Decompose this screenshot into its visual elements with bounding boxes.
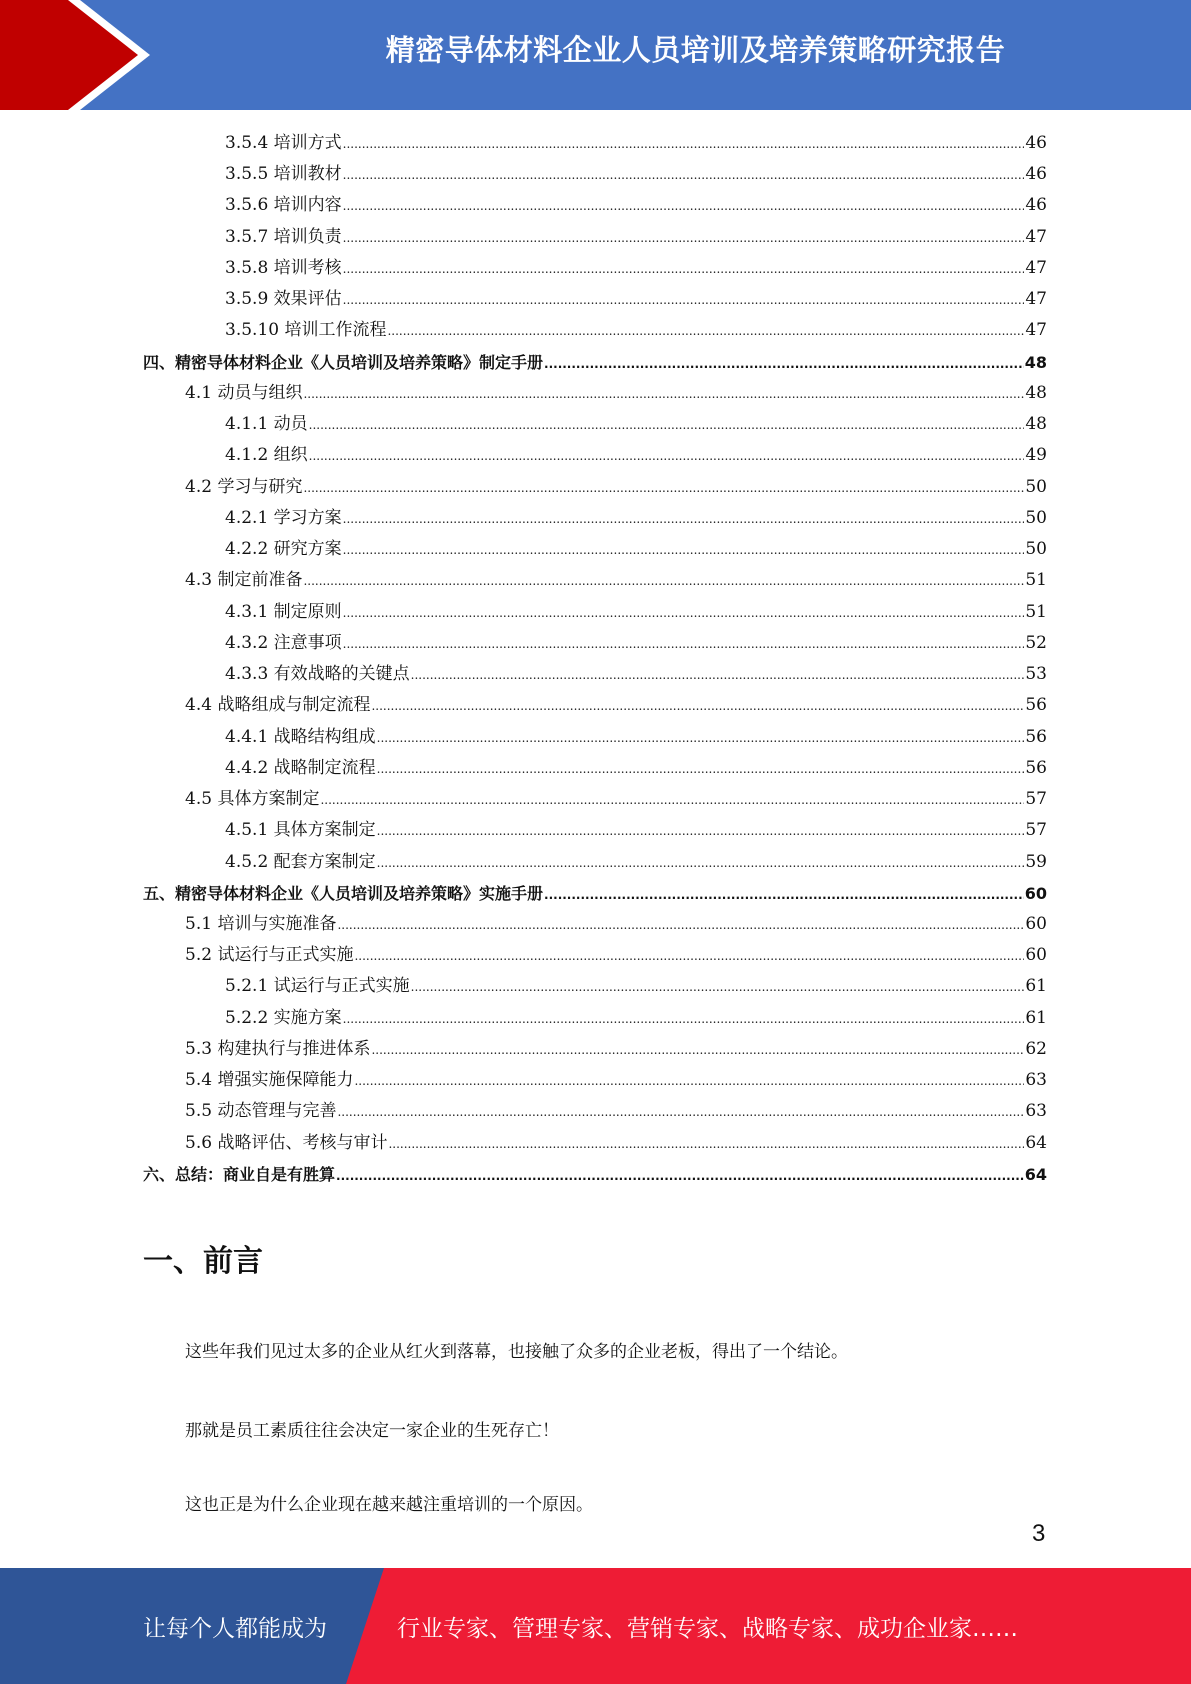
toc-entry[interactable] (225, 1003, 1047, 1034)
toc-entry-title: 5.1 培训与实施准备 (185, 914, 337, 934)
section-heading: 一、前言 (143, 1244, 263, 1279)
toc-dot-leader (377, 722, 1025, 753)
toc-entry-page: 47 (1025, 320, 1047, 341)
toc-dot-leader (371, 690, 1024, 721)
toc-dot-leader (337, 1096, 1024, 1127)
toc-entry-page: 47 (1025, 257, 1047, 278)
toc-entry-title: 4.3.3 有效战略的关键点 (225, 664, 410, 685)
toc-entry-page: 51 (1025, 601, 1047, 622)
toc-entry-page: 57 (1025, 789, 1047, 810)
toc-entry-page: 60 (1025, 945, 1047, 966)
toc-entry-page: 48 (1025, 382, 1047, 403)
toc-entry-page: 61 (1025, 1007, 1047, 1028)
toc-entry[interactable] (225, 315, 1047, 346)
toc-entry[interactable] (225, 815, 1047, 846)
toc-dot-leader (343, 1003, 1025, 1034)
paragraph: 这也正是为什么企业现在越来越注重培训的一个原因。 (185, 1495, 593, 1515)
toc-entry[interactable] (225, 253, 1047, 284)
toc-entry-title: 4.2.1 学习方案 (225, 507, 342, 528)
paragraph: 这些年我们见过太多的企业从红火到落幕，也接触了众多的企业老板，得出了一个结论。 (185, 1342, 848, 1362)
toc-entry-title: 3.5.9 效果评估 (225, 289, 342, 310)
toc-entry[interactable] (225, 128, 1047, 159)
toc-dot-leader (387, 315, 1024, 346)
toc-dot-leader (544, 878, 1024, 909)
toc-entry[interactable] (185, 1034, 1047, 1065)
toc-entry[interactable] (185, 940, 1047, 971)
toc-entry-title: 3.5.5 培训教材 (225, 164, 342, 185)
toc-entry-page: 56 (1025, 757, 1047, 778)
page-footer (0, 1568, 1191, 1684)
toc-entry[interactable] (185, 909, 1047, 940)
toc-entry-title: 5.2 试运行与正式实施 (185, 945, 354, 966)
toc-dot-leader (343, 597, 1025, 628)
toc-entry-page: 64 (1024, 1164, 1047, 1184)
toc-dot-leader (354, 1065, 1024, 1096)
toc-entry[interactable] (225, 597, 1047, 628)
toc-entry-title: 4.1.2 组织 (225, 445, 308, 466)
toc-entry-page: 60 (1024, 883, 1047, 903)
toc-dot-leader (544, 347, 1024, 378)
toc-entry-title: 4.1 动员与组织 (185, 382, 303, 403)
toc-entry-title: 4.5.2 配套方案制定 (225, 851, 376, 872)
toc-dot-leader (343, 222, 1025, 253)
toc-entry-page: 48 (1024, 352, 1047, 372)
toc-entry[interactable] (225, 722, 1047, 753)
toc-entry[interactable] (185, 1096, 1047, 1127)
toc-entry-title: 5.4 增强实施保障能力 (185, 1070, 354, 1091)
toc-entry[interactable] (225, 190, 1047, 221)
toc-entry-title: 3.5.10 培训工作流程 (225, 320, 387, 341)
toc-entry[interactable] (185, 378, 1047, 409)
toc-entry-page: 47 (1025, 289, 1047, 310)
toc-entry-page: 46 (1025, 164, 1047, 185)
toc-entry-title: 4.5.1 具体方案制定 (225, 820, 376, 841)
toc-entry-title: 5.2.1 试运行与正式实施 (225, 976, 410, 997)
page-number: 3 (1032, 1520, 1046, 1547)
toc-entry-title: 4.3.1 制定原则 (225, 601, 342, 622)
toc-entry-title: 五、精密导体材料企业《人员培训及培养策略》实施手册 (143, 883, 544, 903)
toc-dot-leader (377, 847, 1025, 878)
toc-entry-title: 3.5.7 培训负责 (225, 226, 342, 247)
toc-entry[interactable] (225, 753, 1047, 784)
toc-entry-title: 4.5 具体方案制定 (185, 789, 320, 810)
header-chevron-tip (68, 0, 138, 110)
toc-dot-leader (377, 815, 1025, 846)
toc-entry[interactable] (225, 628, 1047, 659)
toc-dot-leader (377, 753, 1025, 784)
toc-entry-page: 60 (1025, 914, 1047, 934)
document-title: 精密导体材料企业人员培训及培养策略研究报告 (385, 33, 1006, 67)
toc-dot-leader (343, 628, 1025, 659)
toc-dot-leader (303, 472, 1024, 503)
toc-entry-page: 62 (1025, 1038, 1047, 1059)
toc-dot-leader (343, 128, 1025, 159)
toc-entry[interactable] (185, 1128, 1047, 1159)
toc-entry[interactable] (225, 159, 1047, 190)
toc-entry[interactable] (225, 847, 1047, 878)
toc-entry-page: 49 (1025, 445, 1047, 466)
toc-entry-page: 53 (1025, 664, 1047, 685)
toc-dot-leader (388, 1128, 1024, 1159)
toc-entry[interactable] (225, 659, 1047, 690)
toc-entry[interactable] (225, 440, 1047, 471)
toc-dot-leader (309, 440, 1025, 471)
toc-entry-page: 50 (1025, 476, 1047, 497)
footer-slogan-left: 让每个人都能成为 (143, 1616, 327, 1642)
toc-entry-page: 51 (1025, 570, 1047, 591)
toc-entry-page: 46 (1025, 195, 1047, 216)
toc-entry-page: 59 (1025, 851, 1047, 872)
toc-entry-page: 46 (1025, 133, 1047, 153)
toc-entry-page: 56 (1025, 695, 1047, 716)
toc-entry-title: 4.3 制定前准备 (185, 570, 303, 591)
toc-dot-leader (411, 659, 1025, 690)
toc-entry-page: 61 (1025, 976, 1047, 997)
toc-entry-title: 4.3.2 注意事项 (225, 632, 342, 653)
toc-entry-title: 六、总结：商业自是有胜算 (143, 1164, 336, 1184)
toc-entry-title: 5.3 构建执行与推进体系 (185, 1038, 371, 1059)
toc-entry[interactable] (185, 690, 1047, 721)
toc-entry-page: 63 (1025, 1070, 1047, 1091)
toc-dot-leader (411, 971, 1025, 1002)
toc-entry[interactable] (185, 784, 1047, 815)
toc-dot-leader (354, 940, 1024, 971)
toc-entry[interactable] (225, 971, 1047, 1002)
toc-dot-leader (337, 909, 1024, 940)
toc-entry-title: 5.2.2 实施方案 (225, 1007, 342, 1028)
toc-entry[interactable] (225, 284, 1047, 315)
toc-dot-leader (320, 784, 1024, 815)
header-chevron (0, 0, 68, 110)
toc-dot-leader (303, 565, 1024, 596)
toc-dot-leader (343, 190, 1025, 221)
toc-entry-title: 4.4.2 战略制定流程 (225, 757, 376, 778)
toc-entry[interactable] (225, 222, 1047, 253)
toc-entry-page: 50 (1025, 507, 1047, 528)
toc-dot-leader (343, 253, 1025, 284)
toc-entry[interactable] (225, 534, 1047, 565)
footer-slogan-right: 行业专家、管理专家、营销专家、战略专家、成功企业家…… (397, 1616, 1018, 1642)
toc-entry-title: 5.6 战略评估、考核与审计 (185, 1132, 388, 1153)
toc-entry-page: 48 (1025, 414, 1047, 435)
toc-entry[interactable] (225, 409, 1047, 440)
toc-dot-leader (303, 378, 1024, 409)
toc-entry-title: 4.2 学习与研究 (185, 476, 303, 497)
toc-entry[interactable] (185, 472, 1047, 503)
toc-entry[interactable] (185, 565, 1047, 596)
toc-entry[interactable] (143, 878, 1047, 909)
toc-entry-title: 四、精密导体材料企业《人员培训及培养策略》制定手册 (143, 352, 544, 372)
page-header (0, 0, 1191, 110)
toc-dot-leader (336, 1159, 1024, 1190)
toc-entry[interactable] (143, 347, 1047, 378)
toc-entry-page: 57 (1025, 820, 1047, 841)
toc-dot-leader (371, 1034, 1024, 1065)
toc-entry-title: 3.5.4 培训方式 (225, 133, 342, 153)
toc-entry-title: 5.5 动态管理与完善 (185, 1101, 337, 1122)
toc-entry-title: 4.4.1 战略结构组成 (225, 726, 376, 747)
toc-entry-page: 63 (1025, 1101, 1047, 1122)
toc-entry-title: 4.1.1 动员 (225, 414, 308, 435)
toc-dot-leader (343, 284, 1025, 315)
toc-entry-page: 56 (1025, 726, 1047, 747)
toc-dot-leader (343, 534, 1025, 565)
toc-entry-page: 64 (1025, 1132, 1047, 1153)
toc-entry[interactable] (225, 503, 1047, 534)
toc-entry[interactable] (185, 1065, 1047, 1096)
toc-entry-page: 52 (1025, 632, 1047, 653)
toc-entry[interactable] (143, 1159, 1047, 1190)
toc-dot-leader (343, 159, 1025, 190)
toc-entry-title: 4.4 战略组成与制定流程 (185, 695, 371, 716)
toc-dot-leader (343, 503, 1025, 534)
toc-entry-title: 3.5.8 培训考核 (225, 257, 342, 278)
toc-dot-leader (309, 409, 1025, 440)
toc-entry-title: 4.2.2 研究方案 (225, 539, 342, 560)
toc-entry-title: 3.5.6 培训内容 (225, 195, 342, 216)
paragraph: 那就是员工素质往往会决定一家企业的生死存亡！ (185, 1421, 559, 1441)
toc-entry-page: 50 (1025, 539, 1047, 560)
toc-entry-page: 47 (1025, 226, 1047, 247)
